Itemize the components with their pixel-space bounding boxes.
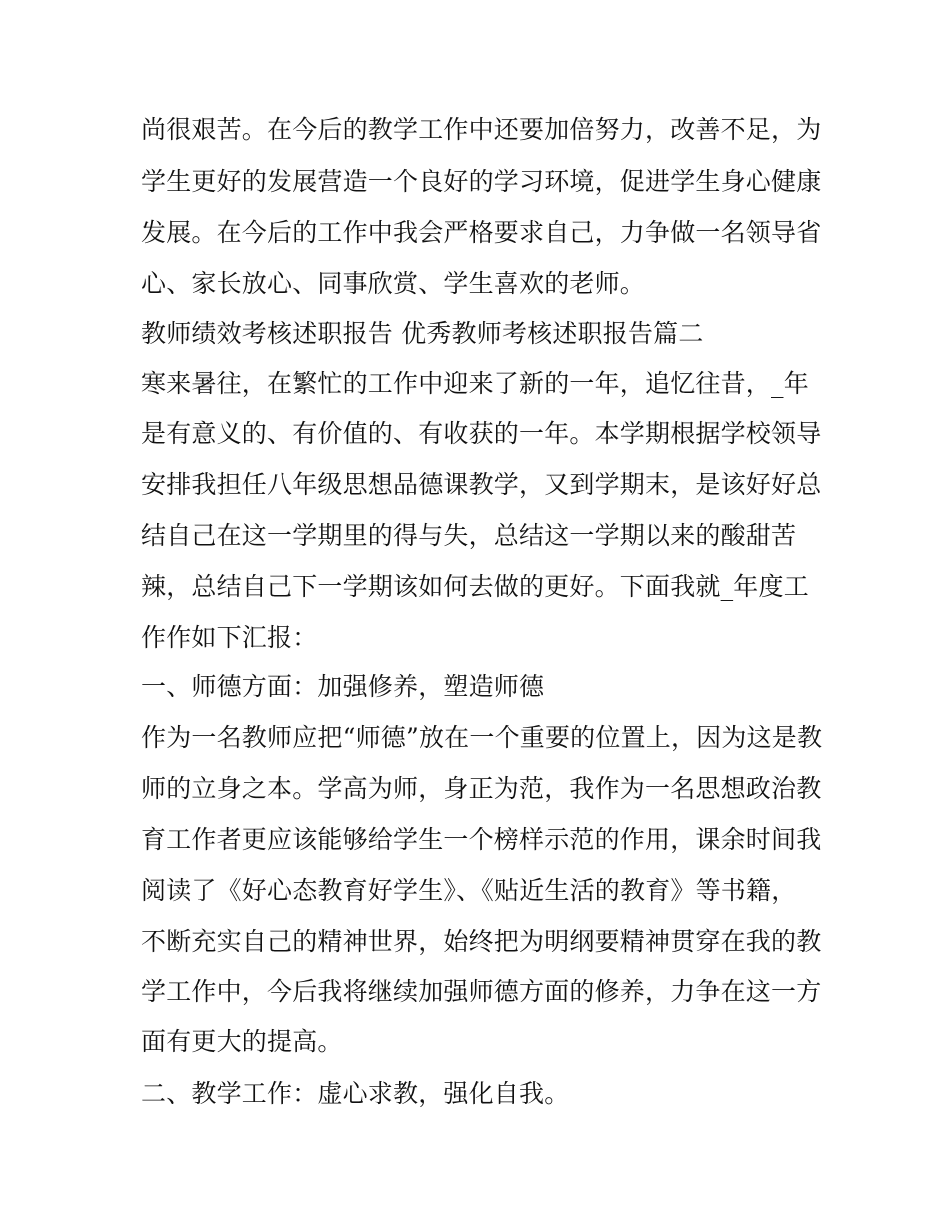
text-line: 结自己在这一学期里的得与失，总结这一学期以来的酸甜苦 bbox=[141, 521, 797, 550]
text-line: 阅读了《好心态教育好学生》、《贴近生活的教育》等书籍， bbox=[141, 876, 797, 905]
text-line: 辣，总结自己下一学期该如何去做的更好。下面我就_年度工 bbox=[141, 572, 809, 601]
text-line: 寒来暑往，在繁忙的工作中迎来了新的一年，追忆往昔，_年 bbox=[141, 369, 809, 398]
text-line: 发展。在今后的工作中我会严格要求自己，力争做一名领导省 bbox=[141, 218, 822, 247]
text-line: 作为一名教师应把“师德”放在一个重要的位置上，因为这是教 bbox=[141, 723, 823, 752]
text-line: 育工作者更应该能够给学生一个榜样示范的作用，课余时间我 bbox=[141, 825, 822, 854]
section-heading: 教师绩效考核述职报告 优秀教师考核述职报告篇二 bbox=[141, 319, 704, 348]
text-line: 学工作中，今后我将继续加强师德方面的修养，力争在这一方 bbox=[141, 977, 822, 1006]
text-line: 作作如下汇报： bbox=[141, 623, 318, 652]
text-line: 学生更好的发展营造一个良好的学习环境，促进学生身心健康 bbox=[141, 167, 822, 196]
text-line: 不断充实自己的精神世界，始终把为明纲要精神贯穿在我的教 bbox=[141, 927, 822, 956]
text-line: 师的立身之本。学高为师，身正为范，我作为一名思想政治教 bbox=[141, 774, 822, 803]
section-heading: 二、教学工作：虚心求教，强化自我。 bbox=[141, 1079, 570, 1108]
text-line: 面有更大的提高。 bbox=[141, 1027, 343, 1056]
section-heading: 一、师德方面：加强修养，塑造师德 bbox=[141, 672, 545, 701]
text-line: 尚很艰苦。在今后的教学工作中还要加倍努力，改善不足，为 bbox=[141, 115, 822, 144]
text-line: 是有意义的、有价值的、有收获的一年。本学期根据学校领导 bbox=[141, 419, 822, 448]
text-line: 安排我担任八年级思想品德课教学，又到学期末，是该好好总 bbox=[141, 470, 822, 499]
text-line: 心、家长放心、同事欣赏、学生喜欢的老师。 bbox=[141, 269, 646, 298]
